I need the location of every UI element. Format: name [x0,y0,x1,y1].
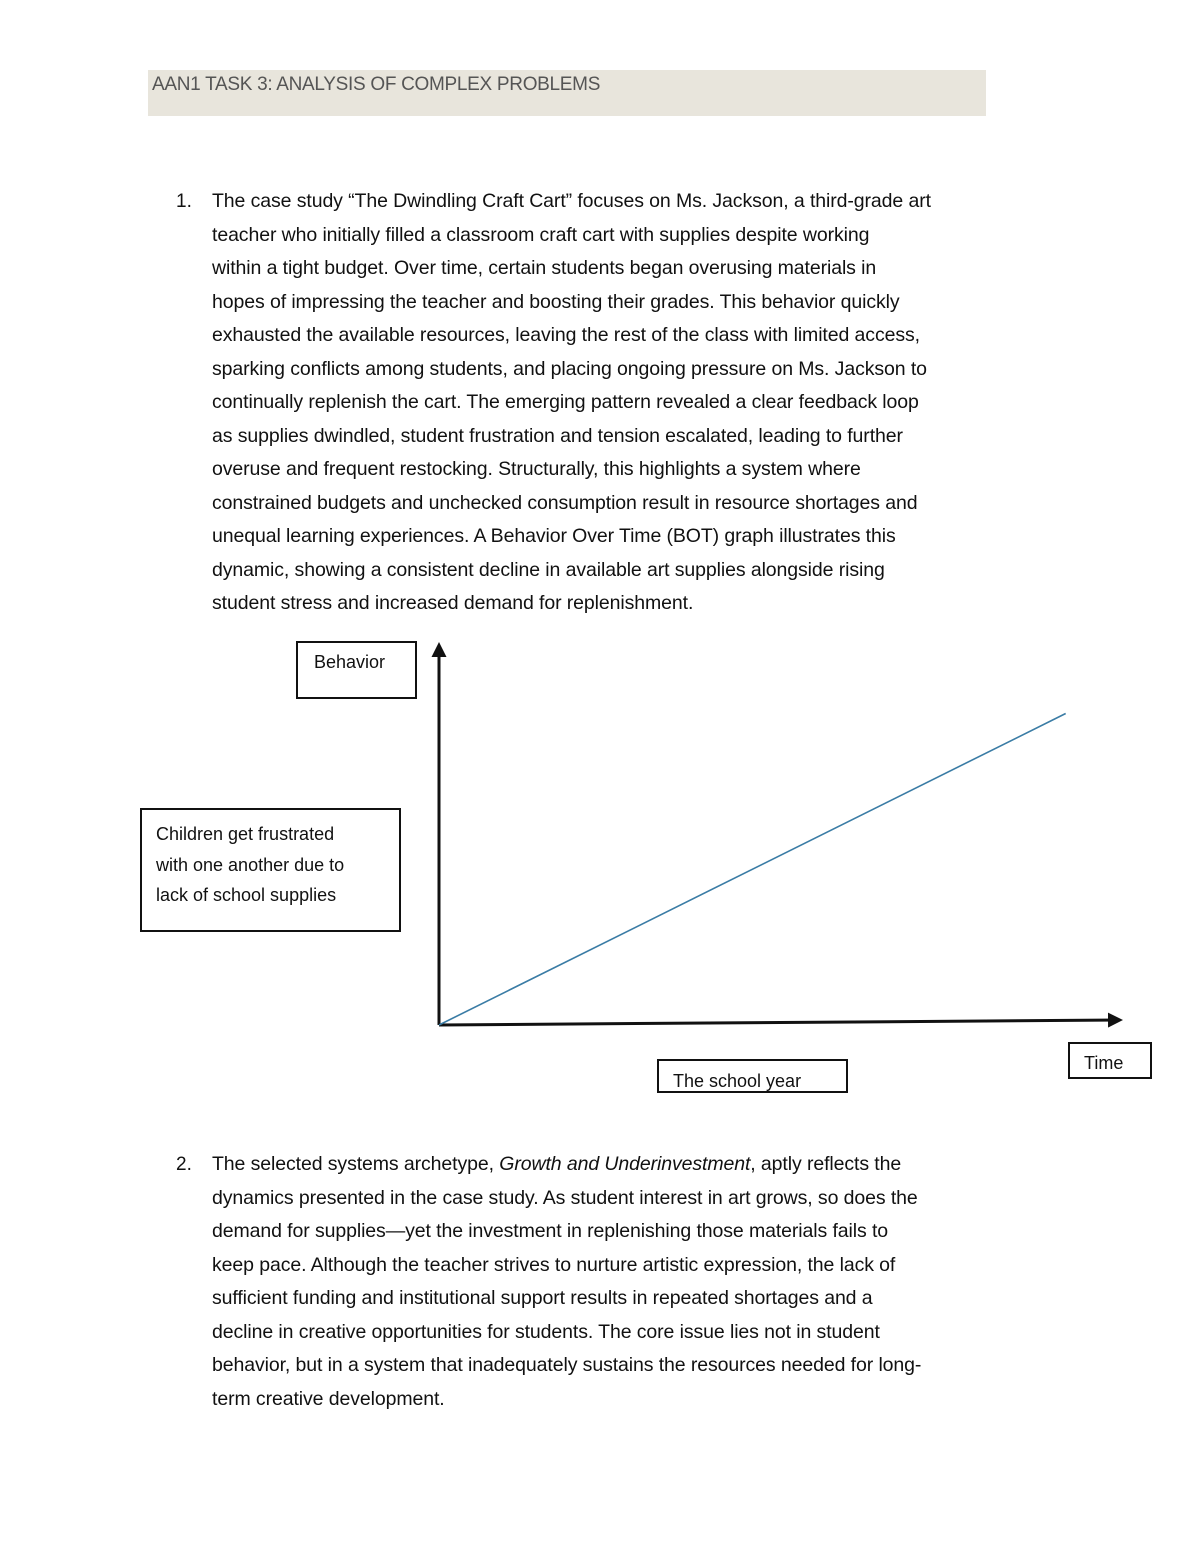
paragraph-line: unequal learning experiences. A Behavior Over Time (BOT) graph illustrates this [212,525,896,547]
paragraph-line: student stress and increased demand for replenishment. [212,592,694,614]
paragraph-line: continually replenish the cart. The emerging pattern revealed a clear feedback loop [212,391,919,413]
time-label: Time [1084,1053,1124,1073]
annotation-line: lack of school supplies [156,885,337,905]
annotation-box [140,808,401,932]
school-year-label-box [657,1059,848,1093]
paragraph-text: , aptly reflects the [750,1153,902,1175]
paragraph-line: hopes of impressing the teacher and boosting their grades. This behavior quickly [212,290,900,313]
paragraph-line: behavior, but in a system that inadequately sustains the resources needed for long- [212,1354,922,1376]
annotation-line: with one another due to [156,854,345,875]
behavior-trend-line [439,714,1066,1025]
archetype-name: Growth and Underinvestment [499,1153,751,1175]
paragraph-line: exhausted the available resources, leaving the rest of the class with limited access, [212,324,920,346]
paragraph-text: The selected systems archetype, [212,1153,500,1175]
time-label-box [1068,1042,1152,1079]
paragraph-line: within a tight budget. Over time, certain students began overusing materials in [212,257,877,279]
paragraph-line: demand for supplies—yet the investment in replenishing those materials fails to [212,1220,889,1242]
paragraph-line: keep pace. Although the teacher strives to nurture artistic expression, the lack of [212,1253,896,1276]
paragraph-line: The case study “The Dwindling Craft Cart” focuses on Ms. Jackson, a third-grade art [212,190,931,212]
behavior-label-box [296,641,417,699]
y-axis-label: Behavior [314,652,386,672]
section-2-number: 2. [176,1154,192,1175]
paragraph-line: sparking conflicts among students, and placing ongoing pressure on Ms. Jackson to [212,357,927,380]
section-2 [176,1148,1072,1416]
paragraph-line: dynamics presented in the case study. As student interest in art grows, so does the [212,1186,918,1209]
annotation-line: Children get frustrated [156,824,335,844]
x-axis-arrow [439,1020,1120,1025]
series-layer [439,714,1066,1025]
x-axis-label: The school year [673,1071,802,1091]
paragraph-line: decline in creative opportunities for students. The core issue lies not in student [212,1320,880,1343]
paragraph-line: overuse and frequent restocking. Structurally, this highlights a system where [212,458,861,480]
paragraph-line: as supplies dwindled, student frustration and tension escalated, leading to further [212,424,903,447]
paragraph-line: teacher who initially filled a classroom craft cart with supplies despite working [212,223,870,246]
section-1-number: 1. [176,191,192,212]
document-title: AAN1 TASK 3: ANALYSIS OF COMPLEX PROBLEMS [152,74,601,95]
paragraph-line [212,1148,1072,1182]
paragraph-line: constrained budgets and unchecked consumption result in resource shortages and [212,491,918,514]
paragraph-line: sufficient funding and institutional support results in repeated shortages and a [212,1287,873,1309]
paragraph-line: dynamic, showing a consistent decline in available art supplies alongside rising [212,558,885,581]
paragraph-line: term creative development. [212,1387,445,1410]
